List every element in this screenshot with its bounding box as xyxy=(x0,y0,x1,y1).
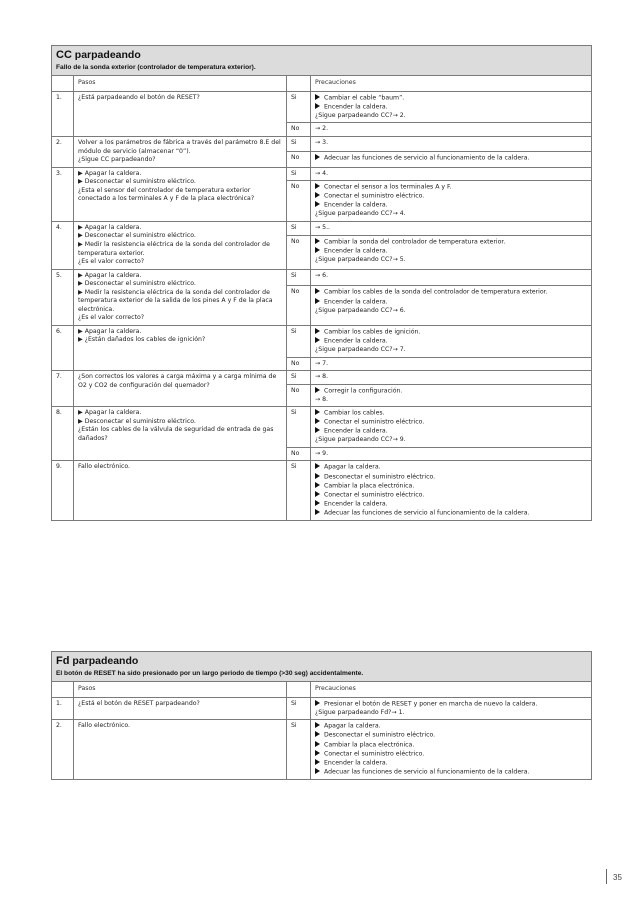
table-row xyxy=(52,407,592,448)
answer-cell: Si xyxy=(287,407,311,448)
step-line: ▶ Apagar la caldera. xyxy=(78,327,142,335)
section-header-cell xyxy=(52,652,592,682)
precaution-line xyxy=(315,346,587,355)
bullet-arrow-icon xyxy=(315,427,320,433)
column-header-row xyxy=(52,682,592,698)
step-description xyxy=(74,137,287,168)
precaution-text: Cambiar los cables de la sonda del controlador de temperatura exterior. xyxy=(324,288,548,296)
step-description xyxy=(74,720,287,779)
answer-cell: Si xyxy=(287,137,311,152)
column-header-blank xyxy=(287,682,311,698)
step-description xyxy=(74,269,287,325)
precaution-text: Cambiar la placa electrónica. xyxy=(324,741,415,749)
step-line: Fallo electrónico. xyxy=(78,463,131,471)
bullet-arrow-icon xyxy=(315,238,320,244)
step-description xyxy=(74,91,287,136)
precaution-text: Conectar el suministro eléctrico. xyxy=(324,418,425,426)
bullet-arrow-icon xyxy=(315,288,320,294)
bullet-arrow-icon xyxy=(315,183,320,189)
bullet-arrow-icon xyxy=(315,731,320,737)
precaution-line xyxy=(315,201,587,210)
precaution-cell xyxy=(311,407,592,448)
precaution-text: → 8. xyxy=(315,373,329,381)
precaution-line xyxy=(315,759,587,768)
answer-cell: No xyxy=(287,286,311,325)
step-description xyxy=(74,407,287,461)
bullet-arrow-icon xyxy=(315,759,320,765)
bullet-arrow-icon xyxy=(315,387,320,393)
answer-cell: Si xyxy=(287,720,311,779)
precaution-cell xyxy=(311,269,592,286)
column-header-blank xyxy=(52,682,74,698)
step-line: ¿Está parpadeando el botón de RESET? xyxy=(78,93,200,101)
precaution-cell xyxy=(311,447,592,461)
step-number: 2. xyxy=(52,137,74,168)
precaution-text: → 9. xyxy=(315,449,329,457)
precaution-line xyxy=(315,103,587,112)
bullet-arrow-icon xyxy=(315,201,320,207)
precaution-cell xyxy=(311,286,592,325)
precaution-text: Desconectar el suministro eléctrico. xyxy=(324,473,436,481)
precaution-cell xyxy=(311,371,592,385)
step-line: ▶ Apagar la caldera. xyxy=(78,223,142,231)
step-line: ¿Es el valor correcto? xyxy=(78,314,145,322)
precaution-text: → 6. xyxy=(315,271,329,279)
table-row xyxy=(52,461,592,520)
bullet-arrow-icon xyxy=(315,473,320,479)
precaution-line xyxy=(315,238,587,247)
step-description xyxy=(74,325,287,370)
precaution-line xyxy=(315,387,587,396)
bullet-arrow-icon xyxy=(315,741,320,747)
section-title xyxy=(56,49,587,62)
step-number: 8. xyxy=(52,407,74,461)
precaution-line xyxy=(315,450,587,459)
section-subtitle: Fallo de la sonda exterior (controlador de temperatura exterior). xyxy=(56,64,256,72)
step-line: ¿Está el botón de RESET parpadeando? xyxy=(78,699,200,707)
section-header-cell xyxy=(52,46,592,76)
step-line: Fallo electrónico. xyxy=(78,722,131,730)
precaution-line xyxy=(315,139,587,148)
page-number: 35 xyxy=(613,873,622,882)
precaution-text: ¿Sigue parpadeando CC?→ 4. xyxy=(315,210,406,218)
answer-cell: No xyxy=(287,181,311,222)
step-number: 1. xyxy=(52,91,74,136)
precaution-cell xyxy=(311,697,592,720)
section-title-suffix: parpadeando xyxy=(71,49,141,61)
step-line: ▶ Desconectar el suministro eléctrico. xyxy=(78,417,196,425)
precaution-text: Conectar el suministro eléctrico. xyxy=(324,750,425,758)
precaution-cell xyxy=(311,137,592,152)
precaution-text: ¿Sigue parpadeando CC?→ 7. xyxy=(315,346,406,353)
precaution-line xyxy=(315,247,587,256)
precaution-text: Encender la caldera. xyxy=(324,201,388,209)
step-number: 7. xyxy=(52,371,74,407)
section-subtitle: El botón de RESET ha sido presionado por un largo periodo de tiempo (>30 seg) accidentalmente. xyxy=(56,670,364,678)
precaution-text: Encender la caldera. xyxy=(324,337,388,345)
precaution-line xyxy=(315,192,587,201)
precaution-line xyxy=(315,224,587,233)
precaution-text: Desconectar el suministro eléctrico. xyxy=(324,731,436,739)
bullet-arrow-icon xyxy=(315,247,320,253)
answer-cell: Si xyxy=(287,221,311,235)
precaution-text: ¿Sigue parpadeando CC?→ 6. xyxy=(315,306,406,314)
precaution-text: Encender la caldera. xyxy=(324,103,388,111)
step-description xyxy=(74,371,287,407)
step-description xyxy=(74,167,287,221)
precaution-text: Encender la caldera. xyxy=(324,500,388,508)
step-description xyxy=(74,461,287,520)
precaution-text: → 8. xyxy=(315,395,329,403)
bullet-arrow-icon xyxy=(315,154,320,160)
step-line: ▶ Desconectar el suministro eléctrico. xyxy=(78,232,196,240)
precaution-line xyxy=(315,170,587,179)
bullet-arrow-icon xyxy=(315,328,320,334)
table-row xyxy=(52,720,592,779)
step-line: ¿Sigue CC parpadeando? xyxy=(78,156,156,164)
table-row xyxy=(52,221,592,235)
table-row xyxy=(52,137,592,152)
bullet-arrow-icon xyxy=(315,409,320,415)
precaution-cell xyxy=(311,236,592,269)
section-header-row xyxy=(52,652,592,682)
step-line: ¿Esta el sensor del controlador de temperatura exterior conectado a los terminales A y F de la placa electrónica? xyxy=(78,186,255,203)
precaution-line xyxy=(315,463,587,472)
column-header-precautions: Precauciones xyxy=(311,682,592,698)
precaution-text: Cambiar el cable “baum”. xyxy=(324,94,405,102)
precaution-cell xyxy=(311,461,592,520)
step-line: ▶ Desconectar el suministro eléctrico. xyxy=(78,178,196,186)
fd-troubleshooting-table xyxy=(51,651,592,780)
bullet-arrow-icon xyxy=(315,337,320,343)
bullet-arrow-icon xyxy=(315,700,320,706)
precaution-text: Adecuar las funciones de servicio al funcionamiento de la caldera. xyxy=(324,509,530,517)
precaution-text: Cambiar la placa electrónica. xyxy=(324,482,415,490)
table-row xyxy=(52,269,592,286)
precaution-line xyxy=(315,482,587,491)
precaution-text: Corregir la configuración. xyxy=(324,387,403,395)
section-title-suffix: parpadeando xyxy=(69,655,139,667)
step-line: ▶ Medir la resistencia eléctrica de la sonda del controlador de temperatura exterior. xyxy=(78,240,270,257)
bullet-arrow-icon xyxy=(315,768,320,774)
precaution-text: Presionar el botón de RESET y poner en marcha de nuevo la caldera. xyxy=(324,700,538,708)
precaution-line xyxy=(315,750,587,759)
step-line: ¿Es el valor correcto? xyxy=(78,258,145,266)
answer-cell: Si xyxy=(287,697,311,720)
step-line: ▶ Apagar la caldera. xyxy=(78,409,142,417)
bullet-arrow-icon xyxy=(315,750,320,756)
step-description xyxy=(74,697,287,720)
precaution-line xyxy=(315,307,587,316)
precaution-line xyxy=(315,722,587,731)
answer-cell: Si xyxy=(287,325,311,357)
precaution-text: Conectar el suministro eléctrico. xyxy=(324,491,425,499)
precaution-text: Adecuar las funciones de servicio al funcionamiento de la caldera. xyxy=(324,154,530,162)
precaution-line xyxy=(315,500,587,509)
step-number: 4. xyxy=(52,221,74,269)
precaution-line xyxy=(315,154,587,163)
precaution-line xyxy=(315,741,587,750)
table-row xyxy=(52,697,592,720)
precaution-line xyxy=(315,396,587,405)
precaution-line xyxy=(315,288,587,297)
bullet-arrow-icon xyxy=(315,482,320,488)
step-line: Volver a los parámetros de fábrica a través del parámetro 8.E del módulo de servicio (almacenar “0”). xyxy=(78,139,281,155)
precaution-cell xyxy=(311,167,592,181)
precaution-line xyxy=(315,509,587,518)
precaution-text: Apagar la caldera. xyxy=(324,463,381,471)
precaution-text: Cambiar los cables. xyxy=(324,409,385,417)
column-header-steps: Pasos xyxy=(74,76,287,92)
precaution-line xyxy=(315,709,587,718)
precaution-text: → 3. xyxy=(315,139,329,147)
answer-cell: Si xyxy=(287,269,311,286)
precaution-line xyxy=(315,298,587,307)
precaution-text: Cambiar la sonda del controlador de temperatura exterior. xyxy=(324,238,506,246)
precaution-line xyxy=(315,427,587,436)
error-code: Fd xyxy=(56,655,70,667)
precaution-text: Adecuar las funciones de servicio al funcionamiento de la caldera. xyxy=(324,768,530,776)
answer-cell: No xyxy=(287,447,311,461)
column-header-blank xyxy=(52,76,74,92)
precaution-line xyxy=(315,272,587,281)
precaution-text: ¿Sigue parpadeando CC?→ 5. xyxy=(315,256,406,264)
precaution-text: ¿Sigue parpadeando Fd?→ 1. xyxy=(315,708,405,716)
precaution-text: Apagar la caldera. xyxy=(324,722,381,730)
precaution-text: → 2. xyxy=(315,125,329,133)
precaution-line xyxy=(315,731,587,740)
precaution-cell xyxy=(311,152,592,168)
bullet-arrow-icon xyxy=(315,509,320,515)
precaution-line xyxy=(315,112,587,121)
table-row xyxy=(52,91,592,123)
table-row xyxy=(52,325,592,357)
precaution-text: Conectar el suministro eléctrico. xyxy=(324,192,425,200)
precaution-line xyxy=(315,360,587,369)
precaution-cell xyxy=(311,181,592,222)
precaution-line xyxy=(315,436,587,445)
step-line: ▶ Apagar la caldera. xyxy=(78,271,142,279)
bullet-arrow-icon xyxy=(315,491,320,497)
bullet-arrow-icon xyxy=(315,298,320,304)
precaution-line xyxy=(315,373,587,382)
precaution-text: Encender la caldera. xyxy=(324,759,388,767)
answer-cell: Si xyxy=(287,167,311,181)
precaution-line xyxy=(315,768,587,777)
section-title xyxy=(56,655,587,668)
step-line: ▶ Desconectar el suministro eléctrico. xyxy=(78,280,196,288)
step-number: 2. xyxy=(52,720,74,779)
precaution-line xyxy=(315,409,587,418)
precaution-line xyxy=(315,473,587,482)
precaution-cell xyxy=(311,325,592,357)
step-line: ▶ Apagar la caldera. xyxy=(78,169,142,177)
answer-cell: No xyxy=(287,236,311,269)
precaution-text: Encender la caldera. xyxy=(324,247,388,255)
bullet-arrow-icon xyxy=(315,722,320,728)
bullet-arrow-icon xyxy=(315,500,320,506)
precaution-text: Encender la caldera. xyxy=(324,298,388,306)
precaution-text: Cambiar los cables de ignición. xyxy=(324,328,421,336)
step-line: ▶ ¿Están dañados los cables de ignición? xyxy=(78,336,206,344)
step-line: ▶ Medir la resistencia eléctrica de la sonda del controlador de temperatura exterior de la salida de los pines A y F de la placa electrónica. xyxy=(78,288,273,313)
cc-troubleshooting-table xyxy=(51,45,592,521)
table-row xyxy=(52,371,592,385)
column-header-precautions: Precauciones xyxy=(311,76,592,92)
precaution-text: ¿Sigue parpadeando CC?→ 2. xyxy=(315,111,406,119)
precaution-text: ¿Sigue parpadeando CC?→ 9. xyxy=(315,436,406,444)
answer-cell: Si xyxy=(287,461,311,520)
precaution-line xyxy=(315,700,587,709)
precaution-text: Conectar el sensor a los terminales A y F. xyxy=(324,183,452,191)
precaution-line xyxy=(315,210,587,219)
precaution-line xyxy=(315,337,587,346)
column-header-blank xyxy=(287,76,311,92)
bullet-arrow-icon xyxy=(315,103,320,109)
precaution-cell xyxy=(311,357,592,371)
step-line: ¿Están los cables de la válvula de seguridad de entrada de gas dañados? xyxy=(78,426,274,442)
error-code: CC xyxy=(56,49,72,61)
answer-cell: No xyxy=(287,384,311,407)
step-number: 6. xyxy=(52,325,74,370)
answer-cell: No xyxy=(287,123,311,137)
table-row xyxy=(52,167,592,181)
bullet-arrow-icon xyxy=(315,463,320,469)
precaution-cell xyxy=(311,123,592,137)
column-header-row xyxy=(52,76,592,92)
bullet-arrow-icon xyxy=(315,418,320,424)
precaution-cell xyxy=(311,720,592,779)
bullet-arrow-icon xyxy=(315,192,320,198)
precaution-line xyxy=(315,491,587,500)
page-number-divider xyxy=(606,869,607,884)
precaution-line xyxy=(315,418,587,427)
step-number: 5. xyxy=(52,269,74,325)
section-header-row xyxy=(52,46,592,76)
step-number: 3. xyxy=(52,167,74,221)
precaution-text: Encender la caldera. xyxy=(324,427,388,435)
precaution-text: → 4. xyxy=(315,169,329,177)
precaution-line xyxy=(315,328,587,337)
precaution-cell xyxy=(311,384,592,407)
precaution-text: → 7. xyxy=(315,359,329,367)
bullet-arrow-icon xyxy=(315,94,320,100)
precaution-line xyxy=(315,125,587,134)
precaution-line xyxy=(315,94,587,103)
answer-cell: No xyxy=(287,152,311,168)
step-line: ¿Son correctos los valores a carga máxima y a carga mínima de O2 y CO2 de configuración del quemador? xyxy=(78,373,277,389)
precaution-text: → 5.. xyxy=(315,223,331,231)
precaution-line xyxy=(315,183,587,192)
precaution-cell xyxy=(311,221,592,235)
precaution-cell xyxy=(311,91,592,123)
answer-cell: No xyxy=(287,357,311,371)
step-description xyxy=(74,221,287,269)
column-header-steps: Pasos xyxy=(74,682,287,698)
step-number: 1. xyxy=(52,697,74,720)
precaution-line xyxy=(315,256,587,265)
step-number: 9. xyxy=(52,461,74,520)
answer-cell: Si xyxy=(287,91,311,123)
answer-cell: Si xyxy=(287,371,311,385)
